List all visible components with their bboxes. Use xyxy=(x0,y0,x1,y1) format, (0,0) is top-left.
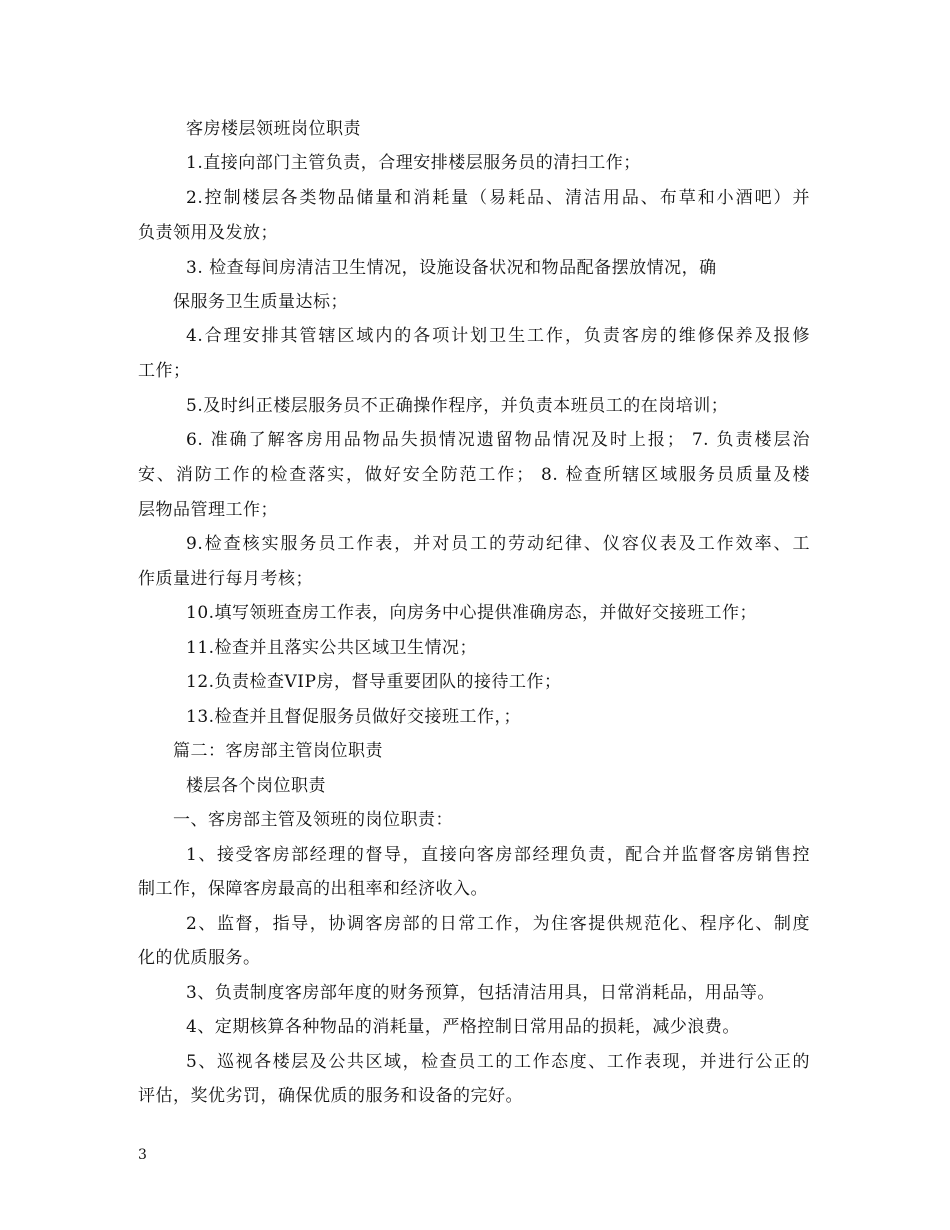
paragraph-line: 4.合理安排其管辖区域内的各项计划卫生工作，负责客房的维修保养及报修 xyxy=(186,326,810,346)
paragraph-line: 工作； xyxy=(138,361,191,381)
paragraph-line: 5、巡视各楼层及公共区域，检查员工的工作态度、工作表现，并进行公正的 xyxy=(186,1052,810,1072)
paragraph-line: 6. 准确了解客房用品物品失损情况遗留物品情况及时上报； 7. 负责楼层治 xyxy=(186,430,810,450)
paragraph-line: 10.填写领班查房工作表，向房务中心提供准确房态，并做好交接班工作； xyxy=(186,603,758,623)
paragraph-line: 保服务卫生质量达标； xyxy=(173,292,348,312)
paragraph-line: 13.检查并且督促服务员做好交接班工作，； xyxy=(186,707,522,727)
paragraph-line: 12.负责检查VIP房，督导重要团队的接待工作； xyxy=(186,672,562,692)
paragraph-line: 1、接受客房部经理的督导，直接向客房部经理负责，配合并监督客房销售控 xyxy=(186,845,810,865)
paragraph-line: 2、监督，指导，协调客房部的日常工作，为住客提供规范化、程序化、制度 xyxy=(186,914,810,934)
paragraph-line: 层物品管理工作； xyxy=(138,500,278,520)
section-heading: 篇二：客房部主管岗位职责 xyxy=(173,741,383,761)
paragraph-line: 5.及时纠正楼层服务员不正确操作程序，并负责本班员工的在岗培训； xyxy=(186,396,729,416)
paragraph-line: 安、消防工作的检查落实，做好安全防范工作； 8. 检查所辖区域服务员质量及楼 xyxy=(138,465,810,485)
section-heading: 楼层各个岗位职责 xyxy=(186,776,326,796)
section-title: 客房楼层领班岗位职责 xyxy=(186,119,361,139)
paragraph-line: 2.控制楼层各类物品储量和消耗量（易耗品、清洁用品、布草和小酒吧）并 xyxy=(186,188,810,208)
paragraph-line: 11.检查并且落实公共区域卫生情况； xyxy=(186,638,478,658)
section-heading: 一、客房部主管及领班的岗位职责： xyxy=(173,810,453,830)
paragraph-line: 3、负责制度客房部年度的财务预算，包括清洁用具，日常消耗品，用品等。 xyxy=(186,983,775,1003)
paragraph-line: 负责领用及发放； xyxy=(138,223,278,243)
paragraph-line: 1.直接向部门主管负责，合理安排楼层服务员的清扫工作； xyxy=(186,153,641,173)
paragraph-line: 化的优质服务。 xyxy=(138,948,261,968)
paragraph-line: 制工作，保障客房最高的出租率和经济收入。 xyxy=(138,879,488,899)
paragraph-line: 作质量进行每月考核； xyxy=(138,569,313,589)
paragraph-line: 3. 检查每间房清洁卫生情况，设施设备状况和物品配备摆放情况，确 xyxy=(186,258,717,278)
paragraph-line: 评估，奖优劣罚，确保优质的服务和设备的完好。 xyxy=(138,1086,523,1106)
page-number: 3 xyxy=(138,1147,147,1163)
paragraph-line: 4、定期核算各种物品的消耗量，严格控制日常用品的损耗，减少浪费。 xyxy=(186,1017,740,1037)
paragraph-line: 9.检查核实服务员工作表，并对员工的劳动纪律、仪容仪表及工作效率、工 xyxy=(186,534,810,554)
